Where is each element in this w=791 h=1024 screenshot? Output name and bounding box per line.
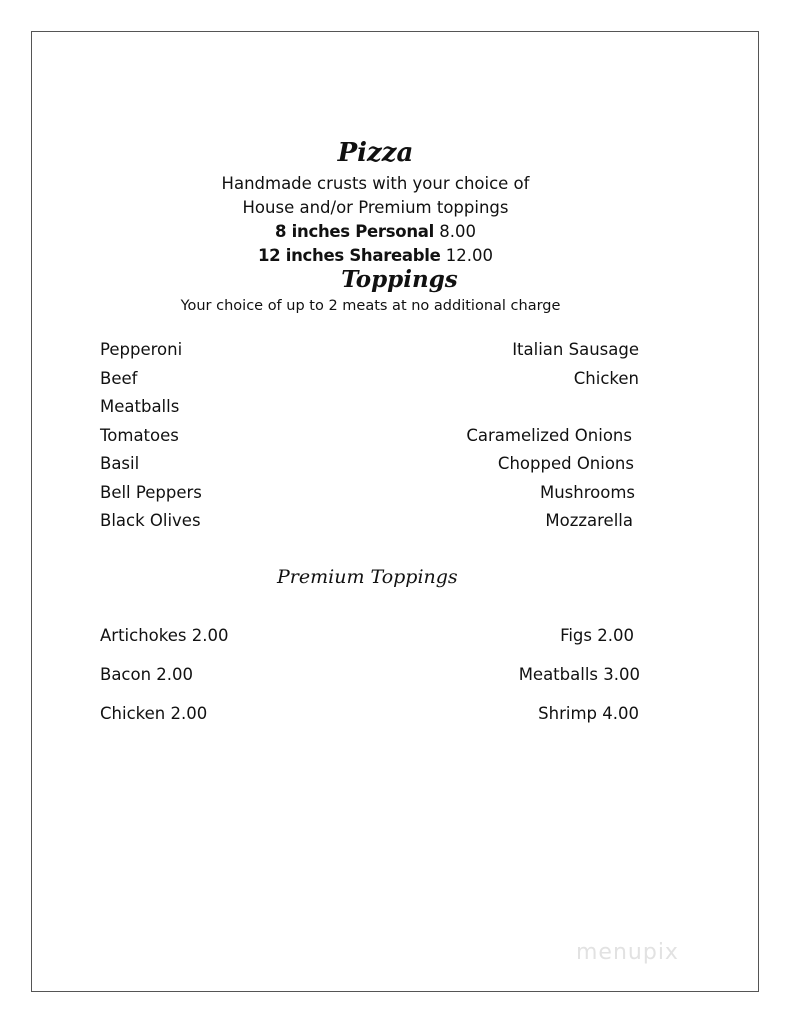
premium-item: Meatballs 3.00 <box>518 665 640 684</box>
topping-item: Mozzarella <box>545 511 633 530</box>
size-shareable-price: 12.00 <box>445 246 494 265</box>
premium-item: Artichokes 2.00 <box>100 626 229 645</box>
topping-item: Pepperoni <box>100 340 183 359</box>
premium-item: Chicken 2.00 <box>100 704 208 723</box>
topping-item: Chicken <box>573 369 639 388</box>
size-personal-price: 8.00 <box>439 222 476 241</box>
topping-item: Tomatoes <box>100 426 179 445</box>
size-shareable-name: 12 inches Shareable <box>257 246 441 265</box>
description-line-2: House and/or Premium toppings <box>242 198 509 217</box>
watermark: menupix <box>576 940 679 965</box>
toppings-heading: Toppings <box>341 266 458 293</box>
description-line-1: Handmade crusts with your choice of <box>221 174 530 193</box>
size-shareable <box>0 246 771 265</box>
pizza-heading: Pizza <box>337 138 414 168</box>
topping-item: Caramelized Onions <box>466 426 632 445</box>
premium-item: Shrimp 4.00 <box>538 704 639 723</box>
topping-item: Black Olives <box>100 511 201 530</box>
topping-item: Italian Sausage <box>512 340 639 359</box>
premium-item: Bacon 2.00 <box>100 665 194 684</box>
toppings-note: Your choice of up to 2 meats at no additional charge <box>180 298 561 314</box>
topping-item: Meatballs <box>100 397 180 416</box>
size-personal <box>0 222 771 241</box>
premium-item: Figs 2.00 <box>560 626 634 645</box>
topping-item: Mushrooms <box>539 483 635 502</box>
topping-item: Chopped Onions <box>497 454 634 473</box>
size-personal-name: 8 inches Personal <box>275 222 434 241</box>
topping-item: Basil <box>100 454 140 473</box>
topping-item: Bell Peppers <box>100 483 202 502</box>
premium-toppings-heading: Premium Toppings <box>277 566 458 588</box>
topping-item: Beef <box>100 369 138 388</box>
